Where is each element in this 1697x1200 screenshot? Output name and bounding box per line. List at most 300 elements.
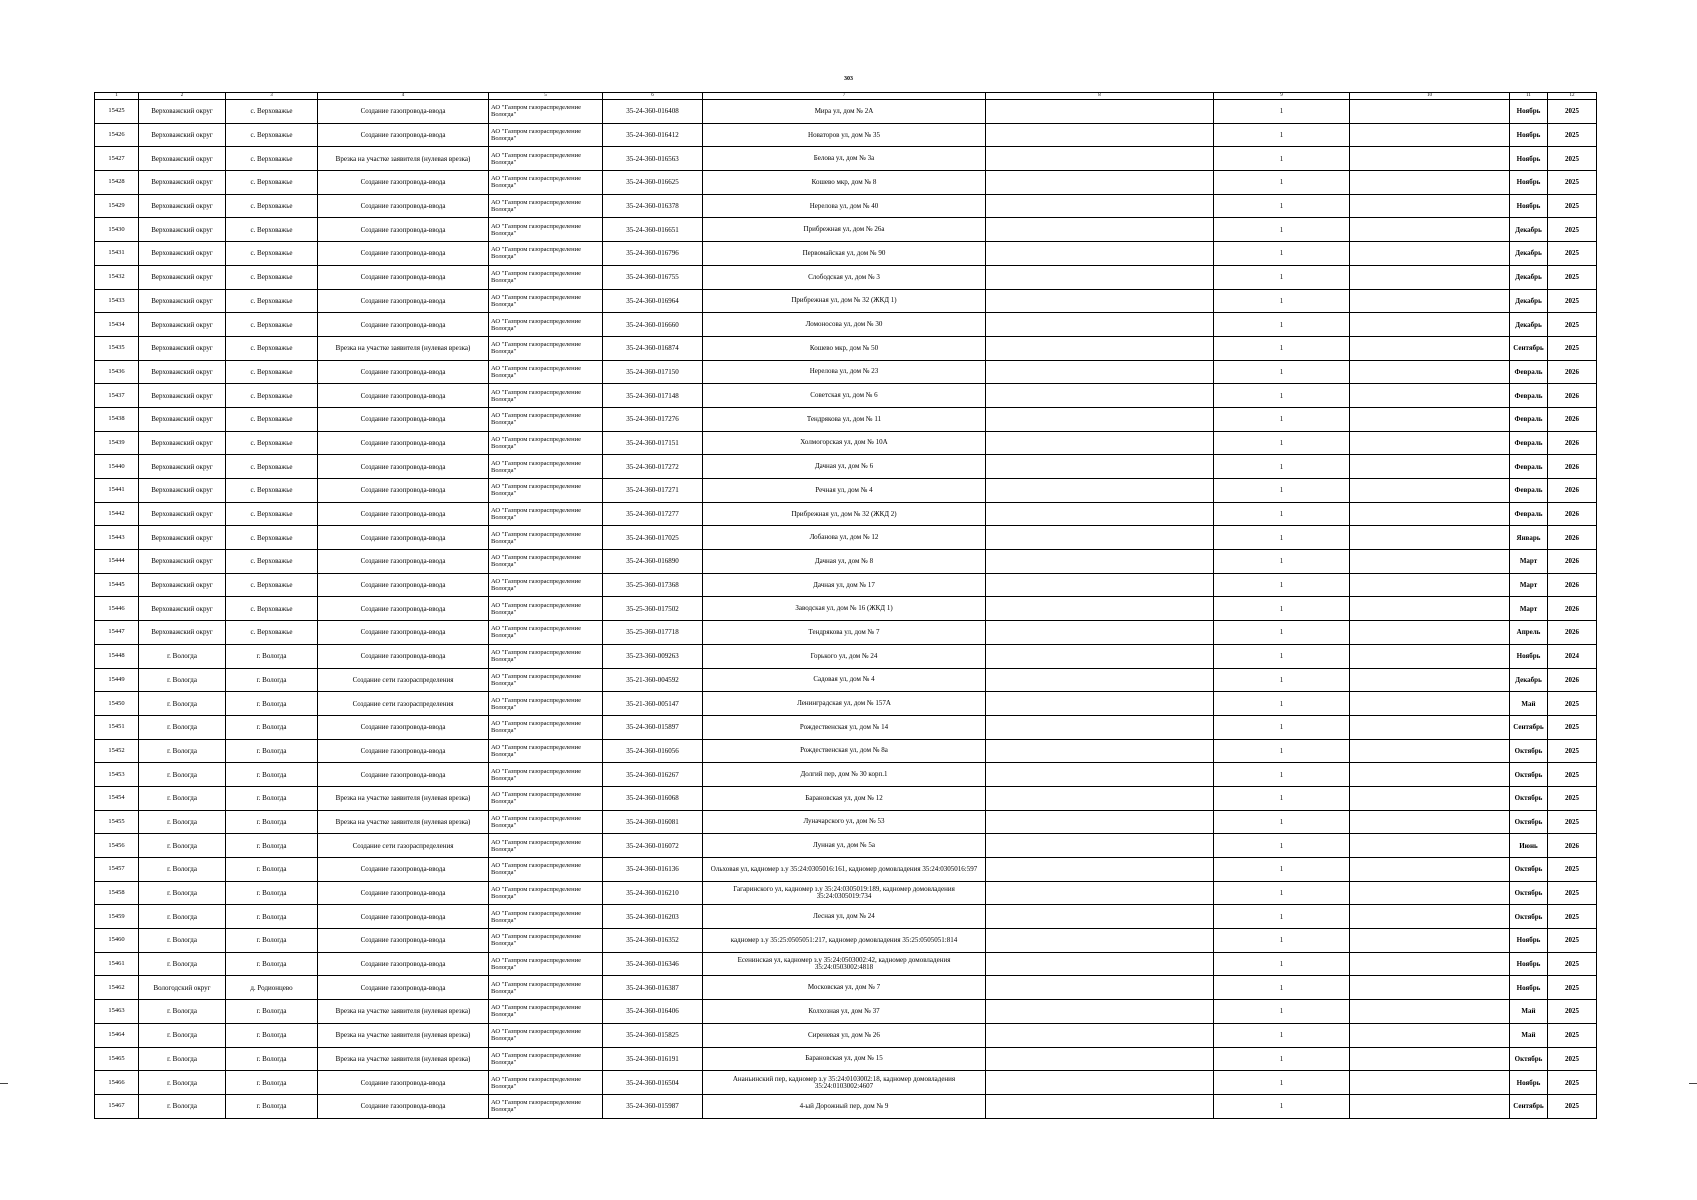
cell-month: Февраль [1510,479,1548,503]
cell-work-type: Создание газопровода-ввода [318,100,489,124]
cell-column-8 [986,952,1214,976]
cell-address [703,858,986,882]
cell-application-number: 35-24-360-016660 [603,313,703,337]
cell-column-8 [986,218,1214,242]
cell-organization: АО "Газпром газораспределение Вологда" [489,479,603,503]
cell-column-8 [986,1023,1214,1047]
cell-row-number: 15439 [95,431,139,455]
cell-locality: с. Верховажье [226,265,318,289]
cell-district: г. Вологда [139,1071,226,1095]
cell-application-number: 35-24-360-016651 [603,218,703,242]
cell-locality: с. Верховажье [226,289,318,313]
cell-month: Октябрь [1510,810,1548,834]
cell-organization: АО "Газпром газораспределение Вологда" [489,1047,603,1071]
cell-organization: АО "Газпром газораспределение Вологда" [489,715,603,739]
cell-row-number: 15456 [95,834,139,858]
cell-organization: АО "Газпром газораспределение Вологда" [489,1023,603,1047]
cell-column-8 [986,668,1214,692]
address-text: Кошево мкр, дом № 8 [811,177,877,186]
cell-district: Верховажский округ [139,455,226,479]
cell-organization: АО "Газпром газораспределение Вологда" [489,905,603,929]
cell-organization: АО "Газпром газораспределение Вологда" [489,242,603,266]
cell-month: Ноябрь [1510,644,1548,668]
cell-year: 2025 [1548,265,1597,289]
cell-year: 2025 [1548,123,1597,147]
cell-organization: АО "Газпром газораспределение Вологда" [489,171,603,195]
cell-month: Октябрь [1510,1047,1548,1071]
cell-application-number: 35-24-360-016625 [603,171,703,195]
table-row [95,739,1597,763]
cell-address [703,976,986,1000]
cell-year: 2025 [1548,1047,1597,1071]
cell-year: 2025 [1548,242,1597,266]
cell-district: Верховажский округ [139,313,226,337]
cell-column-10 [1350,455,1510,479]
cell-organization: АО "Газпром газораспределение Вологда" [489,929,603,953]
cell-application-number: 35-24-360-017148 [603,384,703,408]
cell-address [703,1023,986,1047]
cell-year: 2026 [1548,668,1597,692]
cell-month: Май [1510,1000,1548,1024]
cell-organization: АО "Газпром газораспределение Вологда" [489,526,603,550]
cell-month: Декабрь [1510,242,1548,266]
cell-month: Сентябрь [1510,715,1548,739]
cell-address [703,360,986,384]
cell-column-8 [986,597,1214,621]
cell-month: Февраль [1510,384,1548,408]
cell-work-type: Врезка на участке заявителя (нулевая врезка) [318,786,489,810]
address-text: Слободская ул, дом № 3 [808,272,880,281]
cell-address [703,881,986,905]
cell-column-8 [986,858,1214,882]
cell-application-number: 35-24-360-017025 [603,526,703,550]
table-row [95,810,1597,834]
cell-row-number: 15466 [95,1071,139,1095]
cell-month: Февраль [1510,431,1548,455]
address-text: Садовая ул, дом № 4 [813,675,875,684]
cell-month: Июнь [1510,834,1548,858]
cell-address [703,786,986,810]
cell-work-type: Создание газопровода-ввода [318,858,489,882]
cell-month: Октябрь [1510,786,1548,810]
cell-column-10 [1350,786,1510,810]
cell-quantity: 1 [1214,905,1350,929]
cell-address [703,384,986,408]
cell-work-type: Создание газопровода-ввода [318,384,489,408]
cell-month: Февраль [1510,407,1548,431]
cell-organization: АО "Газпром газораспределение Вологда" [489,810,603,834]
address-text: Есенинская ул, кадномер з.у 35:24:0503002:42, кадномер домовладения 35:24:0503002:4818 [737,956,951,972]
cell-column-8 [986,360,1214,384]
table-row [95,242,1597,266]
address-text: Ольховая ул, кадномер з.у 35:24:0305016:161, кадномер домовладения 35:24:0305016:597 [710,864,978,873]
cell-year: 2026 [1548,621,1597,645]
address-text: Белова ул, дом № 3а [813,154,875,163]
cell-application-number: 35-25-360-017502 [603,597,703,621]
cell-quantity: 1 [1214,621,1350,645]
cell-application-number: 35-24-360-016378 [603,194,703,218]
cell-month: Декабрь [1510,265,1548,289]
table-row [95,858,1597,882]
cell-district: г. Вологда [139,1023,226,1047]
address-text: Гагаринского ул, кадномер з.у 35:24:0305019:189, кадномер домовладения 35:24:0305019:734 [733,885,955,901]
cell-quantity: 1 [1214,1000,1350,1024]
cell-row-number: 15461 [95,952,139,976]
cell-locality: с. Верховажье [226,147,318,171]
table-row [95,384,1597,408]
cell-work-type: Создание газопровода-ввода [318,242,489,266]
cell-locality: с. Верховажье [226,242,318,266]
cell-application-number: 35-23-360-009263 [603,644,703,668]
cell-district: Верховажский округ [139,289,226,313]
cell-address [703,313,986,337]
cell-column-10 [1350,171,1510,195]
cell-column-10 [1350,265,1510,289]
cell-work-type: Создание газопровода-ввода [318,644,489,668]
table-row [95,407,1597,431]
cell-organization: АО "Газпром газораспределение Вологда" [489,289,603,313]
cell-column-10 [1350,123,1510,147]
cell-address [703,834,986,858]
cell-column-8 [986,1000,1214,1024]
table-row [95,147,1597,171]
address-text: Прибрежная ул, дом № 32 (ЖКД 2) [791,509,897,518]
address-text: Луначарского ул, дом № 53 [803,817,885,826]
cell-district: Верховажский округ [139,526,226,550]
cell-district: Верховажский округ [139,218,226,242]
cell-locality: г. Вологда [226,929,318,953]
cell-application-number: 35-24-360-017271 [603,479,703,503]
cell-year: 2025 [1548,929,1597,953]
cell-district: Верховажский округ [139,336,226,360]
cell-address [703,715,986,739]
cell-organization: АО "Газпром газораспределение Вологда" [489,123,603,147]
cell-year: 2025 [1548,881,1597,905]
cell-organization: АО "Газпром газораспределение Вологда" [489,763,603,787]
cell-quantity: 1 [1214,502,1350,526]
cell-column-8 [986,313,1214,337]
cell-district: Верховажский округ [139,573,226,597]
cell-column-10 [1350,929,1510,953]
cell-month: Ноябрь [1510,123,1548,147]
cell-organization: АО "Газпром газораспределение Вологда" [489,336,603,360]
cell-address [703,289,986,313]
cell-district: Верховажский округ [139,123,226,147]
cell-row-number: 15429 [95,194,139,218]
address-text: Колхозная ул, дом № 37 [808,1006,880,1015]
cell-column-10 [1350,668,1510,692]
cell-year: 2025 [1548,100,1597,124]
address-text: Барановская ул, дом № 12 [805,793,883,802]
cell-row-number: 15443 [95,526,139,550]
address-text: Лунная ул, дом № 5а [813,841,875,850]
column-number-8: 8 [986,93,1214,100]
cell-application-number: 35-24-360-016796 [603,242,703,266]
cell-work-type: Создание газопровода-ввода [318,550,489,574]
cell-application-number: 35-24-360-017150 [603,360,703,384]
cell-column-8 [986,621,1214,645]
cell-column-8 [986,502,1214,526]
cell-work-type: Создание газопровода-ввода [318,313,489,337]
cell-address [703,455,986,479]
cell-column-8 [986,692,1214,716]
cell-year: 2025 [1548,739,1597,763]
cell-quantity: 1 [1214,479,1350,503]
cell-locality: г. Вологда [226,668,318,692]
table-row [95,692,1597,716]
cell-work-type: Создание газопровода-ввода [318,1071,489,1095]
cell-locality: г. Вологда [226,1071,318,1095]
page-number: 303 [844,76,853,82]
cell-year: 2025 [1548,715,1597,739]
cell-work-type: Врезка на участке заявителя (нулевая врезка) [318,147,489,171]
left-edge-mark [0,1083,8,1084]
cell-application-number: 35-24-360-016136 [603,858,703,882]
cell-column-10 [1350,881,1510,905]
address-text: Заводская ул, дом № 16 (ЖКД 1) [795,604,893,613]
cell-district: г. Вологда [139,881,226,905]
cell-column-10 [1350,384,1510,408]
cell-column-8 [986,644,1214,668]
cell-month: Апрель [1510,621,1548,645]
cell-month: Май [1510,1023,1548,1047]
cell-work-type: Создание сети газораспределения [318,834,489,858]
cell-quantity: 1 [1214,976,1350,1000]
address-text: Дачная ул, дом № 17 [813,580,875,589]
cell-year: 2025 [1548,171,1597,195]
cell-column-10 [1350,1047,1510,1071]
cell-organization: АО "Газпром газораспределение Вологда" [489,881,603,905]
cell-organization: АО "Газпром газораспределение Вологда" [489,692,603,716]
cell-column-10 [1350,100,1510,124]
cell-application-number: 35-24-360-017151 [603,431,703,455]
cell-district: Верховажский округ [139,265,226,289]
cell-year: 2026 [1548,431,1597,455]
cell-column-10 [1350,218,1510,242]
cell-organization: АО "Газпром газораспределение Вологда" [489,834,603,858]
cell-row-number: 15464 [95,1023,139,1047]
cell-quantity: 1 [1214,336,1350,360]
cell-column-8 [986,123,1214,147]
cell-column-10 [1350,834,1510,858]
cell-row-number: 15459 [95,905,139,929]
cell-year: 2026 [1548,360,1597,384]
cell-district: г. Вологда [139,834,226,858]
cell-column-8 [986,147,1214,171]
cell-address [703,407,986,431]
cell-district: Верховажский округ [139,502,226,526]
cell-district: Верховажский округ [139,597,226,621]
cell-application-number: 35-24-360-016406 [603,1000,703,1024]
cell-application-number: 35-24-360-016346 [603,952,703,976]
cell-column-8 [986,431,1214,455]
column-number-5: 5 [489,93,603,100]
cell-work-type: Создание газопровода-ввода [318,479,489,503]
cell-address [703,573,986,597]
cell-column-8 [986,1071,1214,1095]
cell-quantity: 1 [1214,929,1350,953]
cell-month: Февраль [1510,455,1548,479]
cell-district: Верховажский округ [139,550,226,574]
cell-address [703,1071,986,1095]
cell-column-8 [986,455,1214,479]
cell-year: 2026 [1548,550,1597,574]
cell-address [703,763,986,787]
cell-application-number: 35-24-360-016408 [603,100,703,124]
address-text: Тендрякова ул, дом № 7 [808,627,880,636]
address-text: Мира ул, дом № 2А [814,106,874,115]
cell-application-number: 35-24-360-016412 [603,123,703,147]
table-row [95,952,1597,976]
cell-work-type: Создание газопровода-ввода [318,526,489,550]
cell-work-type: Создание газопровода-ввода [318,265,489,289]
cell-column-8 [986,739,1214,763]
cell-locality: с. Верховажье [226,479,318,503]
table-row [95,313,1597,337]
cell-locality: с. Верховажье [226,313,318,337]
cell-work-type: Создание газопровода-ввода [318,976,489,1000]
cell-address [703,502,986,526]
cell-year: 2026 [1548,834,1597,858]
cell-row-number: 15446 [95,597,139,621]
cell-quantity: 1 [1214,526,1350,550]
table-row [95,763,1597,787]
column-number-9: 9 [1214,93,1350,100]
column-number-7: 7 [703,93,986,100]
cell-column-10 [1350,147,1510,171]
cell-quantity: 1 [1214,881,1350,905]
cell-column-8 [986,1047,1214,1071]
cell-quantity: 1 [1214,171,1350,195]
cell-column-10 [1350,1094,1510,1118]
cell-district: г. Вологда [139,810,226,834]
column-number-2: 2 [139,93,226,100]
cell-row-number: 15463 [95,1000,139,1024]
cell-work-type: Создание газопровода-ввода [318,455,489,479]
cell-district: Верховажский округ [139,147,226,171]
cell-column-8 [986,573,1214,597]
cell-year: 2026 [1548,597,1597,621]
cell-quantity: 1 [1214,194,1350,218]
cell-column-10 [1350,550,1510,574]
cell-locality: г. Вологда [226,810,318,834]
cell-quantity: 1 [1214,715,1350,739]
cell-row-number: 15451 [95,715,139,739]
address-text: кадномер з.у 35:25:0505051:217, кадномер домовладения 35:25:0505051:814 [730,935,958,944]
cell-month: Октябрь [1510,858,1548,882]
table-row [95,786,1597,810]
address-text: Долгий пер, дом № 30 корп.1 [800,770,888,779]
table-row [95,218,1597,242]
cell-work-type: Создание газопровода-ввода [318,289,489,313]
cell-row-number: 15430 [95,218,139,242]
cell-column-10 [1350,526,1510,550]
address-text: Барановская ул, дом № 15 [805,1054,883,1063]
cell-organization: АО "Газпром газораспределение Вологда" [489,100,603,124]
cell-locality: с. Верховажье [226,194,318,218]
cell-address [703,550,986,574]
cell-district: г. Вологда [139,1000,226,1024]
cell-work-type: Создание газопровода-ввода [318,171,489,195]
table-row [95,881,1597,905]
cell-column-10 [1350,313,1510,337]
cell-year: 2025 [1548,905,1597,929]
cell-district: г. Вологда [139,1047,226,1071]
address-text: Речная ул, дом № 4 [815,485,873,494]
cell-column-8 [986,265,1214,289]
cell-month: Ноябрь [1510,952,1548,976]
cell-quantity: 1 [1214,1047,1350,1071]
cell-quantity: 1 [1214,455,1350,479]
cell-column-10 [1350,763,1510,787]
table-row [95,597,1597,621]
table-row [95,905,1597,929]
cell-row-number: 15436 [95,360,139,384]
cell-locality: г. Вологда [226,644,318,668]
cell-month: Март [1510,597,1548,621]
cell-locality: с. Верховажье [226,621,318,645]
cell-application-number: 35-24-360-016387 [603,976,703,1000]
cell-row-number: 15449 [95,668,139,692]
cell-district: г. Вологда [139,692,226,716]
cell-column-8 [986,479,1214,503]
cell-column-10 [1350,692,1510,716]
cell-column-8 [986,242,1214,266]
cell-district: Верховажский округ [139,407,226,431]
cell-address [703,100,986,124]
cell-organization: АО "Газпром газораспределение Вологда" [489,1094,603,1118]
cell-row-number: 15448 [95,644,139,668]
cell-column-8 [986,976,1214,1000]
cell-application-number: 35-24-360-016563 [603,147,703,171]
cell-quantity: 1 [1214,668,1350,692]
cell-locality: с. Верховажье [226,597,318,621]
cell-district: г. Вологда [139,739,226,763]
address-text: Дачная ул, дом № 6 [814,462,874,471]
cell-district: Верховажский округ [139,621,226,645]
cell-column-10 [1350,1023,1510,1047]
cell-work-type: Создание газопровода-ввода [318,597,489,621]
cell-work-type: Создание газопровода-ввода [318,194,489,218]
cell-month: Октябрь [1510,763,1548,787]
cell-month: Октябрь [1510,881,1548,905]
table-row [95,715,1597,739]
cell-application-number: 35-24-360-016210 [603,881,703,905]
table-row [95,1094,1597,1118]
cell-column-10 [1350,952,1510,976]
address-text: Московская ул, дом № 7 [807,983,881,992]
cell-quantity: 1 [1214,597,1350,621]
cell-row-number: 15458 [95,881,139,905]
cell-work-type: Врезка на участке заявителя (нулевая врезка) [318,336,489,360]
cell-work-type: Создание газопровода-ввода [318,573,489,597]
cell-work-type: Врезка на участке заявителя (нулевая врезка) [318,810,489,834]
table-row [95,479,1597,503]
column-number-3: 3 [226,93,318,100]
cell-application-number: 35-21-360-004592 [603,668,703,692]
cell-work-type: Создание газопровода-ввода [318,763,489,787]
table-row [95,171,1597,195]
cell-district: Верховажский округ [139,171,226,195]
cell-column-10 [1350,644,1510,668]
address-text: Нерелова ул, дом № 23 [809,367,879,376]
cell-row-number: 15444 [95,550,139,574]
cell-district: г. Вологда [139,929,226,953]
cell-row-number: 15434 [95,313,139,337]
cell-row-number: 15437 [95,384,139,408]
cell-locality: г. Вологда [226,834,318,858]
table-row [95,265,1597,289]
